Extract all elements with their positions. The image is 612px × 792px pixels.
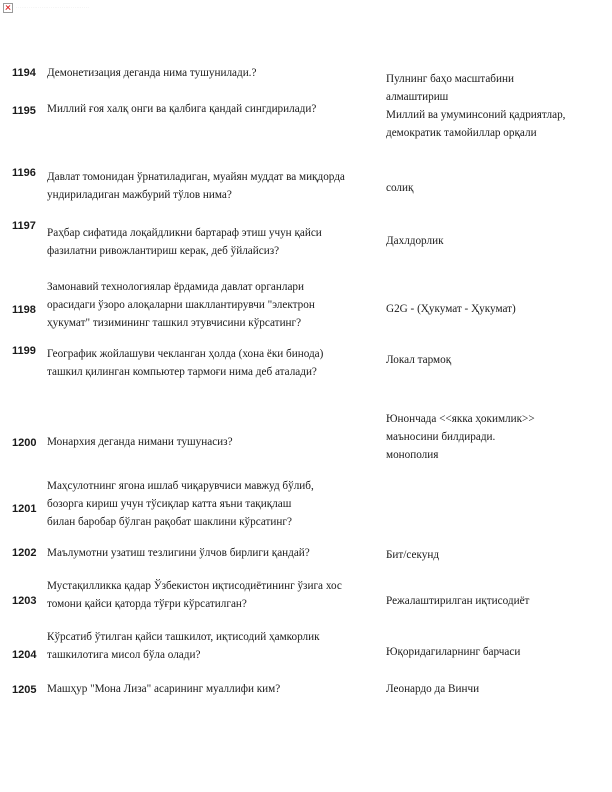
question-number: 1202	[12, 547, 37, 559]
question-text: Маҳсулотнинг ягона ишлаб чиқарувчиси мавжуд бўлиб, бозорга кириш учун тўсиқлар катта яъни тақиқлаш билан баробар бўлган рақобат шаклини кўрсатинг?	[47, 480, 314, 528]
answer-text: Юнончада <<якка ҳокимлик>> маъносини билдиради. монополия	[386, 413, 535, 461]
question-number: 1195	[12, 105, 36, 117]
question-text: Маълумотни узатиш тезлигини ўлчов бирлиги қандай?	[47, 547, 310, 559]
answer-text: Леонардо да Винчи	[386, 683, 480, 695]
question-text: Демонетизация деганда нима тушунилади.?	[47, 67, 257, 79]
question-number: 1204	[12, 649, 37, 661]
question-number: 1200	[12, 437, 37, 449]
question-number: 1197	[12, 220, 36, 232]
answer-text: G2G - (Ҳукумат - Ҳукумат)	[386, 303, 516, 315]
question-number: 1201	[12, 503, 37, 515]
question-text: Мустақилликка қадар Ўзбекистон иқтисодиётининг ўзига хос томони қайси қаторда тўғри кўрсатилган?	[47, 580, 342, 610]
answer-text: Локал тармоқ	[386, 354, 452, 366]
question-number: 1205	[12, 684, 37, 696]
answer-text: Миллий ва умуминсоний қадриятлар, демократик тамойиллар орқали	[386, 109, 566, 139]
question-number: 1198	[12, 304, 36, 316]
answer-text: Бит/секунд	[386, 549, 440, 561]
answer-text: Пулнинг баҳо масштабини алмаштириш	[386, 73, 514, 103]
answer-text: солиқ	[386, 182, 414, 194]
question-text: Раҳбар сифатида лоқайдликни бартараф этиш учун қайси фазилатни ривожлантириш керак, деб ўйлайсиз?	[47, 227, 322, 257]
header-faint-text: ········································	[16, 5, 90, 10]
question-text: Кўрсатиб ўтилган қайси ташкилот, иқтисодий ҳамкорлик ташкилотига мисол бўла олади?	[47, 631, 320, 661]
question-text: Географик жойлашуви чекланган ҳолда (хона ёки бинода) ташкил қилинган компьютер тармоғи нима деб аталади?	[47, 348, 324, 378]
answer-text: Дахлдорлик	[386, 235, 444, 247]
question-text: Замонавий технологиялар ёрдамида давлат органлари орасидаги ўзоро алоқаларни шакллантирувчи "электрон ҳукумат" тизимининг ташкил этувчисини кўрсатинг?	[47, 281, 315, 329]
question-number: 1203	[12, 595, 37, 607]
answer-text: Режалаштирилган иқтисодиёт	[386, 595, 530, 607]
answer-text: Юқоридагиларнинг барчаси	[386, 646, 521, 658]
question-text: Монархия деганда нимани тушунасиз?	[47, 436, 233, 448]
broken-image-icon	[3, 3, 13, 13]
question-number: 1196	[12, 167, 36, 179]
question-text: Давлат томонидан ўрнатиладиган, муайян муддат ва миқдорда ундириладиган мажбурий тўлов нима?	[47, 171, 345, 201]
question-number: 1199	[12, 345, 36, 357]
question-text: Машҳур "Мона Лиза" асарининг муаллифи ким?	[47, 683, 281, 695]
question-text: Миллий ғоя халқ онги ва қалбига қандай сингдирилади?	[47, 103, 317, 115]
question-number: 1194	[12, 67, 36, 79]
